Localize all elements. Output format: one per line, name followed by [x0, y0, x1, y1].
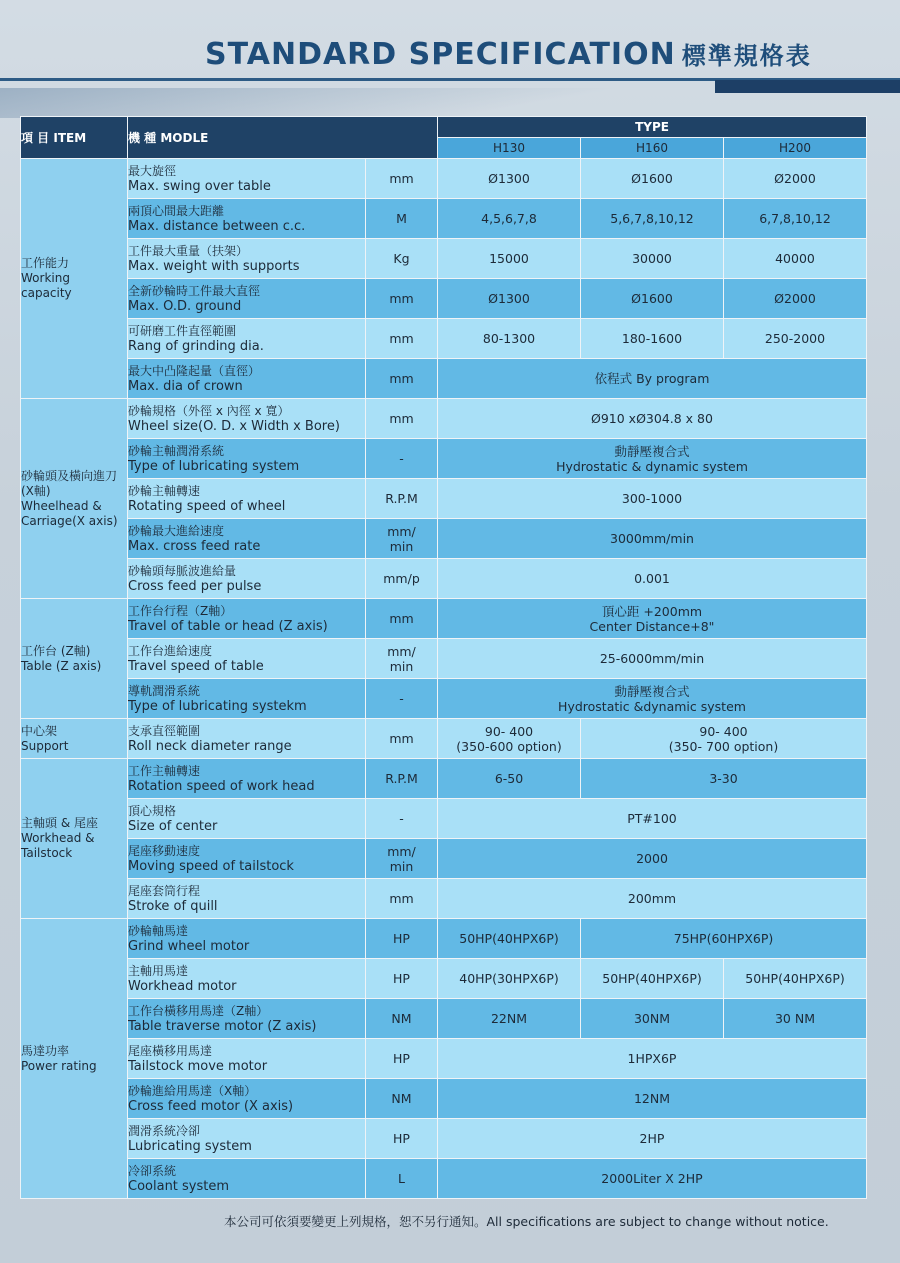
- spec-label-en: Type of lubricating system: [128, 458, 300, 474]
- spec-label-zh: 尾座橫移用馬達: [128, 1043, 213, 1058]
- spec-value: 90- 400 (350- 700 option): [581, 719, 867, 759]
- spec-label-zh: 支承直徑範圍: [128, 723, 201, 738]
- spec-value: 動靜壓複合式 Hydrostatic &dynamic system: [438, 679, 867, 719]
- spec-value: 30 NM: [724, 999, 867, 1039]
- group-label: 工作能力 Working capacity: [21, 159, 128, 399]
- spec-label: [128, 719, 366, 759]
- spec-label-en: Grind wheel motor: [128, 938, 250, 954]
- spec-label: [128, 1039, 366, 1079]
- spec-row: [21, 1159, 867, 1199]
- spec-label-zh: 砂輪規格（外徑 x 內徑 x 寬）: [128, 403, 290, 418]
- spec-value: 2000: [438, 839, 867, 879]
- spec-row: [21, 1079, 867, 1119]
- spec-value: 4,5,6,7,8: [438, 199, 581, 239]
- spec-unit: Kg: [366, 239, 438, 279]
- spec-unit: HP: [366, 919, 438, 959]
- spec-label-en: Roll neck diameter range: [128, 738, 292, 754]
- spec-value: 50HP(40HPX6P): [581, 959, 724, 999]
- spec-unit: mm: [366, 319, 438, 359]
- specification-body: [21, 159, 867, 1199]
- spec-label-zh: 冷卻系統: [128, 1163, 177, 1178]
- spec-value: 5,6,7,8,10,12: [581, 199, 724, 239]
- spec-label: [128, 319, 366, 359]
- spec-label: [128, 1119, 366, 1159]
- spec-value: 40000: [724, 239, 867, 279]
- spec-value: 3-30: [581, 759, 867, 799]
- spec-value: 12NM: [438, 1079, 867, 1119]
- spec-row: [21, 479, 867, 519]
- spec-label-zh: 砂輪頭每脈波進給量: [128, 563, 237, 578]
- spec-row: [21, 679, 867, 719]
- spec-value: Ø1600: [581, 279, 724, 319]
- spec-row: [21, 559, 867, 599]
- spec-value: Ø1300: [438, 159, 581, 199]
- spec-label-zh: 兩頂心間最大距離: [128, 203, 225, 218]
- spec-label: [128, 839, 366, 879]
- spec-value: 6,7,8,10,12: [724, 199, 867, 239]
- spec-label-zh: 可研磨工件直徑範圍: [128, 323, 237, 338]
- spec-unit: mm/p: [366, 559, 438, 599]
- spec-label-zh: 砂輪最大進給速度: [128, 523, 225, 538]
- spec-label-zh: 尾座移動速度: [128, 843, 201, 858]
- spec-label-zh: 工作主軸轉速: [128, 763, 201, 778]
- spec-label: [128, 879, 366, 919]
- spec-label: [128, 559, 366, 599]
- spec-label-zh: 全新砂輪時工件最大直徑: [128, 283, 261, 298]
- spec-label: [128, 599, 366, 639]
- spec-row: [21, 239, 867, 279]
- spec-unit: mm/ min: [366, 839, 438, 879]
- spec-value: Ø1300: [438, 279, 581, 319]
- spec-unit: mm: [366, 599, 438, 639]
- spec-value: Ø2000: [724, 159, 867, 199]
- spec-label-en: Max. distance between c.c.: [128, 218, 306, 234]
- spec-value: 2000Liter X 2HP: [438, 1159, 867, 1199]
- spec-value: 40HP(30HPX6P): [438, 959, 581, 999]
- spec-label-zh: 砂輪主軸潤滑系統: [128, 443, 225, 458]
- group-label: 砂輪頭及橫向進刀 (X軸) Wheelhead & Carriage(X axis): [21, 399, 128, 599]
- spec-value: 6-50: [438, 759, 581, 799]
- spec-value: 200mm: [438, 879, 867, 919]
- spec-label: [128, 199, 366, 239]
- item-header: 項 目 ITEM: [21, 117, 128, 159]
- header-wave-decoration: [0, 88, 720, 118]
- spec-label-zh: 砂輪軸馬達: [128, 923, 189, 938]
- spec-label-en: Lubricating system: [128, 1138, 252, 1154]
- spec-row: [21, 359, 867, 399]
- spec-row: [21, 199, 867, 239]
- spec-label-en: Cross feed per pulse: [128, 578, 262, 594]
- spec-label-zh: 砂輪主軸轉速: [128, 483, 201, 498]
- spec-value: 80-1300: [438, 319, 581, 359]
- spec-label: [128, 399, 366, 439]
- spec-value: 15000: [438, 239, 581, 279]
- page-title-en: STANDARD SPECIFICATION: [205, 37, 676, 72]
- spec-row: [21, 639, 867, 679]
- spec-row: [21, 719, 867, 759]
- group-label: 中心架 Support: [21, 719, 128, 759]
- spec-unit: NM: [366, 1079, 438, 1119]
- spec-unit: mm: [366, 719, 438, 759]
- spec-value: Ø2000: [724, 279, 867, 319]
- spec-value: Ø910 xØ304.8 x 80: [438, 399, 867, 439]
- page-title-cn: 標準規格表: [681, 42, 812, 70]
- header-accent-bar: [715, 80, 900, 93]
- spec-unit: -: [366, 679, 438, 719]
- spec-label: [128, 479, 366, 519]
- spec-label-en: Cross feed motor (X axis): [128, 1098, 294, 1114]
- spec-value: 50HP(40HPX6P): [438, 919, 581, 959]
- spec-unit: -: [366, 799, 438, 839]
- spec-value: Ø1600: [581, 159, 724, 199]
- spec-label-en: Type of lubricating systekm: [128, 698, 307, 714]
- spec-value: 50HP(40HPX6P): [724, 959, 867, 999]
- model-h200: H200: [724, 138, 867, 159]
- spec-unit: mm: [366, 399, 438, 439]
- spec-label-en: Table traverse motor (Z axis): [128, 1018, 317, 1034]
- spec-label: [128, 959, 366, 999]
- spec-row: [21, 159, 867, 199]
- spec-label: [128, 359, 366, 399]
- spec-unit: HP: [366, 1119, 438, 1159]
- spec-unit: R.P.M: [366, 479, 438, 519]
- spec-label-en: Travel speed of table: [128, 658, 264, 674]
- spec-label-en: Tailstock move motor: [128, 1058, 268, 1074]
- spec-row: [21, 759, 867, 799]
- spec-unit: mm/ min: [366, 519, 438, 559]
- spec-unit: L: [366, 1159, 438, 1199]
- spec-label-en: Max. dia of crown: [128, 378, 243, 394]
- spec-row: [21, 879, 867, 919]
- spec-value: 1HPX6P: [438, 1039, 867, 1079]
- spec-label: [128, 759, 366, 799]
- spec-label-zh: 砂輪進給用馬達（X軸）: [128, 1083, 257, 1098]
- spec-label-zh: 最大旋徑: [128, 163, 177, 178]
- spec-value: 300-1000: [438, 479, 867, 519]
- model-header: 機 種 MODLE: [128, 117, 438, 159]
- spec-row: [21, 279, 867, 319]
- spec-label-zh: 工作台進給速度: [128, 643, 213, 658]
- spec-label-en: Max. weight with supports: [128, 258, 300, 274]
- spec-row: [21, 999, 867, 1039]
- spec-row: [21, 799, 867, 839]
- spec-value: 3000mm/min: [438, 519, 867, 559]
- spec-unit: mm: [366, 359, 438, 399]
- spec-label-en: Max. cross feed rate: [128, 538, 261, 554]
- spec-unit: HP: [366, 959, 438, 999]
- group-label: 工作台 (Z軸) Table (Z axis): [21, 599, 128, 719]
- spec-label-zh: 潤滑系統冷卻: [128, 1123, 201, 1138]
- spec-label-zh: 頂心規格: [128, 803, 177, 818]
- spec-value: 頂心距 +200mm Center Distance+8": [438, 599, 867, 639]
- spec-value: 依程式 By program: [438, 359, 867, 399]
- spec-row: [21, 959, 867, 999]
- spec-unit: mm: [366, 159, 438, 199]
- model-h160: H160: [581, 138, 724, 159]
- spec-unit: mm/ min: [366, 639, 438, 679]
- spec-label-en: Max. swing over table: [128, 178, 271, 194]
- spec-label: [128, 919, 366, 959]
- spec-label: [128, 159, 366, 199]
- spec-value: 30000: [581, 239, 724, 279]
- spec-label-en: Travel of table or head (Z axis): [128, 618, 328, 634]
- spec-row: [21, 1039, 867, 1079]
- spec-row: [21, 519, 867, 559]
- spec-unit: mm: [366, 279, 438, 319]
- spec-label: [128, 439, 366, 479]
- type-header: TYPE: [438, 117, 867, 138]
- spec-label: [128, 999, 366, 1039]
- spec-row: [21, 1119, 867, 1159]
- spec-label: [128, 519, 366, 559]
- footer-note: 本公司可依須要變更上列規格，恕不另行通知。All specifications are subject to change without notice.: [224, 1214, 829, 1229]
- spec-value: 75HP(60HPX6P): [581, 919, 867, 959]
- spec-label-en: Coolant system: [128, 1178, 230, 1194]
- group-label: 馬達功率 Power rating: [21, 919, 128, 1199]
- spec-label: [128, 799, 366, 839]
- spec-label-en: Rang of grinding dia.: [128, 338, 264, 354]
- spec-value: 250-2000: [724, 319, 867, 359]
- spec-value: 30NM: [581, 999, 724, 1039]
- spec-row: [21, 439, 867, 479]
- spec-label-en: Moving speed of tailstock: [128, 858, 294, 874]
- spec-label: [128, 239, 366, 279]
- spec-label-zh: 尾座套筒行程: [128, 883, 201, 898]
- spec-label-en: Wheel size(O. D. x Width x Bore): [128, 418, 340, 434]
- page-title: [205, 36, 812, 72]
- spec-label-zh: 最大中凸隆起量（直徑）: [128, 363, 261, 378]
- spec-value: 180-1600: [581, 319, 724, 359]
- spec-unit: mm: [366, 879, 438, 919]
- spec-label: [128, 679, 366, 719]
- spec-label-en: Max. O.D. ground: [128, 298, 242, 314]
- spec-label-zh: 工作台橫移用馬達（Z軸）: [128, 1003, 269, 1018]
- spec-label-en: Size of center: [128, 818, 218, 834]
- spec-label-en: Rotating speed of wheel: [128, 498, 286, 514]
- spec-unit: NM: [366, 999, 438, 1039]
- spec-unit: -: [366, 439, 438, 479]
- group-label: 主軸頭 & 尾座 Workhead & Tailstock: [21, 759, 128, 919]
- spec-label-en: Stroke of quill: [128, 898, 218, 914]
- spec-unit: M: [366, 199, 438, 239]
- spec-label: [128, 1159, 366, 1199]
- spec-row: [21, 319, 867, 359]
- spec-value: 90- 400 (350-600 option): [438, 719, 581, 759]
- specification-table: [20, 116, 867, 1199]
- spec-label-zh: 主軸用馬達: [128, 963, 189, 978]
- spec-row: [21, 399, 867, 439]
- spec-value: PT#100: [438, 799, 867, 839]
- spec-value: 0.001: [438, 559, 867, 599]
- spec-label-en: Workhead motor: [128, 978, 237, 994]
- spec-value: 2HP: [438, 1119, 867, 1159]
- spec-value: 22NM: [438, 999, 581, 1039]
- spec-unit: R.P.M: [366, 759, 438, 799]
- spec-label-zh: 工作台行程（Z軸）: [128, 603, 233, 618]
- spec-value: 動靜壓複合式 Hydrostatic & dynamic system: [438, 439, 867, 479]
- spec-unit: HP: [366, 1039, 438, 1079]
- spec-row: [21, 839, 867, 879]
- spec-label-en: Rotation speed of work head: [128, 778, 315, 794]
- spec-value: 25-6000mm/min: [438, 639, 867, 679]
- spec-row: [21, 919, 867, 959]
- spec-label-zh: 工件最大重量（扶架）: [128, 243, 249, 258]
- spec-label: [128, 279, 366, 319]
- spec-row: [21, 599, 867, 639]
- spec-label-zh: 導軌潤滑系統: [128, 683, 201, 698]
- spec-label: [128, 1079, 366, 1119]
- spec-label: [128, 639, 366, 679]
- model-h130: H130: [438, 138, 581, 159]
